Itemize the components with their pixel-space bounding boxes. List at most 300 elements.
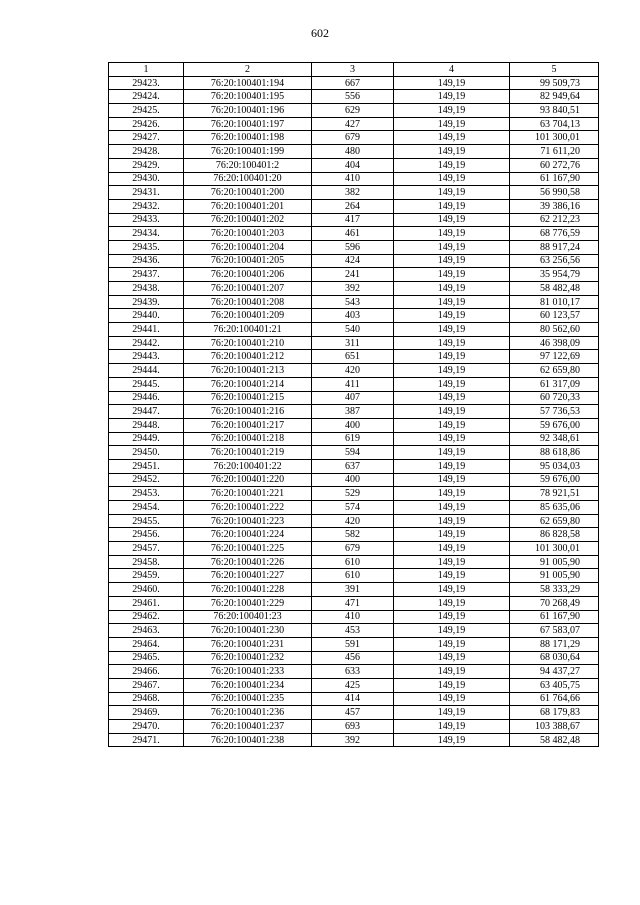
row-number-cell: 29432.: [109, 199, 184, 213]
value-cell: 70 268,49: [510, 596, 599, 610]
row-number-cell: 29449.: [109, 432, 184, 446]
row-number-cell: 29453.: [109, 487, 184, 501]
cadastral-number-cell: 76:20:100401:232: [184, 651, 312, 665]
value-cell: 61 764,66: [510, 692, 599, 706]
rate-cell: 149,19: [394, 172, 510, 186]
table-row: [109, 199, 599, 213]
cadastral-number-cell: 76:20:100401:223: [184, 514, 312, 528]
value-cell: 101 300,01: [510, 542, 599, 556]
row-number-cell: 29459.: [109, 569, 184, 583]
table-row: [109, 377, 599, 391]
cadastral-number-cell: 76:20:100401:203: [184, 227, 312, 241]
cadastral-number-cell: 76:20:100401:222: [184, 501, 312, 515]
table-row: [109, 227, 599, 241]
table-header-row: [109, 63, 599, 77]
area-cell: 392: [312, 282, 394, 296]
row-number-cell: 29430.: [109, 172, 184, 186]
table-row: [109, 145, 599, 159]
table-row: [109, 501, 599, 515]
area-cell: 637: [312, 459, 394, 473]
cadastral-number-cell: 76:20:100401:201: [184, 199, 312, 213]
value-cell: 58 333,29: [510, 583, 599, 597]
cadastral-number-cell: 76:20:100401:208: [184, 295, 312, 309]
row-number-cell: 29471.: [109, 733, 184, 747]
rate-cell: 149,19: [394, 268, 510, 282]
value-cell: 68 030,64: [510, 651, 599, 665]
cadastral-number-cell: 76:20:100401:204: [184, 240, 312, 254]
row-number-cell: 29425.: [109, 104, 184, 118]
table-row: [109, 651, 599, 665]
table-row: [109, 323, 599, 337]
row-number-cell: 29454.: [109, 501, 184, 515]
row-number-cell: 29423.: [109, 76, 184, 90]
rate-cell: 149,19: [394, 240, 510, 254]
rate-cell: 149,19: [394, 391, 510, 405]
cadastral-number-cell: 76:20:100401:206: [184, 268, 312, 282]
table-row: [109, 268, 599, 282]
rate-cell: 149,19: [394, 104, 510, 118]
value-cell: 58 482,48: [510, 282, 599, 296]
area-cell: 461: [312, 227, 394, 241]
area-cell: 424: [312, 254, 394, 268]
value-cell: 88 171,29: [510, 637, 599, 651]
row-number-cell: 29434.: [109, 227, 184, 241]
value-cell: 99 509,73: [510, 76, 599, 90]
cadastral-number-cell: 76:20:100401:2: [184, 158, 312, 172]
row-number-cell: 29435.: [109, 240, 184, 254]
row-number-cell: 29443.: [109, 350, 184, 364]
row-number-cell: 29447.: [109, 405, 184, 419]
area-cell: 471: [312, 596, 394, 610]
row-number-cell: 29460.: [109, 583, 184, 597]
rate-cell: 149,19: [394, 90, 510, 104]
rate-cell: 149,19: [394, 678, 510, 692]
value-cell: 68 776,59: [510, 227, 599, 241]
rate-cell: 149,19: [394, 364, 510, 378]
table-row: [109, 309, 599, 323]
rate-cell: 149,19: [394, 227, 510, 241]
value-cell: 56 990,58: [510, 186, 599, 200]
cadastral-number-cell: 76:20:100401:205: [184, 254, 312, 268]
value-cell: 95 034,03: [510, 459, 599, 473]
row-number-cell: 29428.: [109, 145, 184, 159]
row-number-cell: 29462.: [109, 610, 184, 624]
value-cell: 58 482,48: [510, 733, 599, 747]
cadastral-number-cell: 76:20:100401:215: [184, 391, 312, 405]
table-row: [109, 583, 599, 597]
row-number-cell: 29468.: [109, 692, 184, 706]
value-cell: 57 736,53: [510, 405, 599, 419]
area-cell: 453: [312, 624, 394, 638]
rate-cell: 149,19: [394, 158, 510, 172]
cadastral-number-cell: 76:20:100401:235: [184, 692, 312, 706]
cadastral-number-cell: 76:20:100401:194: [184, 76, 312, 90]
row-number-cell: 29450.: [109, 446, 184, 460]
cadastral-number-cell: 76:20:100401:218: [184, 432, 312, 446]
table-row: [109, 610, 599, 624]
rate-cell: 149,19: [394, 131, 510, 145]
table-row: [109, 555, 599, 569]
area-cell: 591: [312, 637, 394, 651]
value-cell: 97 122,69: [510, 350, 599, 364]
value-cell: 91 005,90: [510, 569, 599, 583]
table-row: [109, 76, 599, 90]
cadastral-number-cell: 76:20:100401:221: [184, 487, 312, 501]
value-cell: 81 010,17: [510, 295, 599, 309]
row-number-cell: 29467.: [109, 678, 184, 692]
row-number-cell: 29444.: [109, 364, 184, 378]
cadastral-number-cell: 76:20:100401:202: [184, 213, 312, 227]
table-row: [109, 350, 599, 364]
row-number-cell: 29456.: [109, 528, 184, 542]
rate-cell: 149,19: [394, 692, 510, 706]
value-cell: 71 611,20: [510, 145, 599, 159]
area-cell: 596: [312, 240, 394, 254]
cadastral-number-cell: 76:20:100401:199: [184, 145, 312, 159]
table-row: [109, 432, 599, 446]
area-cell: 543: [312, 295, 394, 309]
rate-cell: 149,19: [394, 542, 510, 556]
table-row: [109, 692, 599, 706]
cadastral-number-cell: 76:20:100401:217: [184, 418, 312, 432]
row-number-cell: 29426.: [109, 117, 184, 131]
table-row: [109, 624, 599, 638]
value-cell: 67 583,07: [510, 624, 599, 638]
cadastral-number-cell: 76:20:100401:234: [184, 678, 312, 692]
cadastral-number-cell: 76:20:100401:21: [184, 323, 312, 337]
area-cell: 387: [312, 405, 394, 419]
area-cell: 410: [312, 610, 394, 624]
row-number-cell: 29457.: [109, 542, 184, 556]
area-cell: 425: [312, 678, 394, 692]
table-row: [109, 186, 599, 200]
value-cell: 60 720,33: [510, 391, 599, 405]
table-row: [109, 733, 599, 747]
area-cell: 392: [312, 733, 394, 747]
row-number-cell: 29466.: [109, 665, 184, 679]
area-cell: 411: [312, 377, 394, 391]
table-row: [109, 254, 599, 268]
cadastral-number-cell: 76:20:100401:237: [184, 720, 312, 734]
row-number-cell: 29442.: [109, 336, 184, 350]
value-cell: 63 405,75: [510, 678, 599, 692]
rate-cell: 149,19: [394, 706, 510, 720]
value-cell: 85 635,06: [510, 501, 599, 515]
area-cell: 629: [312, 104, 394, 118]
column-header-1: 1: [109, 63, 184, 77]
area-cell: 391: [312, 583, 394, 597]
area-cell: 633: [312, 665, 394, 679]
row-number-cell: 29431.: [109, 186, 184, 200]
row-number-cell: 29463.: [109, 624, 184, 638]
rate-cell: 149,19: [394, 528, 510, 542]
table-row: [109, 418, 599, 432]
area-cell: 480: [312, 145, 394, 159]
rate-cell: 149,19: [394, 418, 510, 432]
area-cell: 420: [312, 514, 394, 528]
value-cell: 101 300,01: [510, 131, 599, 145]
value-cell: 94 437,27: [510, 665, 599, 679]
column-header-5: 5: [510, 63, 599, 77]
rate-cell: 149,19: [394, 555, 510, 569]
row-number-cell: 29445.: [109, 377, 184, 391]
area-cell: 410: [312, 172, 394, 186]
value-cell: 46 398,09: [510, 336, 599, 350]
area-cell: 594: [312, 446, 394, 460]
rate-cell: 149,19: [394, 473, 510, 487]
page-number: 602: [311, 26, 329, 40]
area-cell: 427: [312, 117, 394, 131]
area-cell: 457: [312, 706, 394, 720]
cadastral-number-cell: 76:20:100401:233: [184, 665, 312, 679]
row-number-cell: 29451.: [109, 459, 184, 473]
cadastral-number-cell: 76:20:100401:210: [184, 336, 312, 350]
rate-cell: 149,19: [394, 651, 510, 665]
area-cell: 610: [312, 569, 394, 583]
cadastral-number-cell: 76:20:100401:216: [184, 405, 312, 419]
table-row: [109, 131, 599, 145]
rate-cell: 149,19: [394, 295, 510, 309]
row-number-cell: 29439.: [109, 295, 184, 309]
table-row: [109, 487, 599, 501]
row-number-cell: 29464.: [109, 637, 184, 651]
table-row: [109, 473, 599, 487]
cadastral-number-cell: 76:20:100401:198: [184, 131, 312, 145]
value-cell: 60 272,76: [510, 158, 599, 172]
cadastral-number-cell: 76:20:100401:209: [184, 309, 312, 323]
cadastral-number-cell: 76:20:100401:207: [184, 282, 312, 296]
row-number-cell: 29469.: [109, 706, 184, 720]
rate-cell: 149,19: [394, 637, 510, 651]
value-cell: 60 123,57: [510, 309, 599, 323]
cadastral-number-cell: 76:20:100401:213: [184, 364, 312, 378]
area-cell: 540: [312, 323, 394, 337]
table-row: [109, 678, 599, 692]
area-cell: 420: [312, 364, 394, 378]
row-number-cell: 29440.: [109, 309, 184, 323]
table-row: [109, 706, 599, 720]
rate-cell: 149,19: [394, 309, 510, 323]
area-cell: 582: [312, 528, 394, 542]
rate-cell: 149,19: [394, 624, 510, 638]
row-number-cell: 29470.: [109, 720, 184, 734]
area-cell: 414: [312, 692, 394, 706]
row-number-cell: 29429.: [109, 158, 184, 172]
row-number-cell: 29441.: [109, 323, 184, 337]
value-cell: 61 317,09: [510, 377, 599, 391]
value-cell: 103 388,67: [510, 720, 599, 734]
table-row: [109, 637, 599, 651]
table-row: [109, 117, 599, 131]
cadastral-number-cell: 76:20:100401:229: [184, 596, 312, 610]
cadastral-number-cell: 76:20:100401:195: [184, 90, 312, 104]
row-number-cell: 29424.: [109, 90, 184, 104]
area-cell: 610: [312, 555, 394, 569]
cadastral-number-cell: 76:20:100401:200: [184, 186, 312, 200]
rate-cell: 149,19: [394, 501, 510, 515]
value-cell: 86 828,58: [510, 528, 599, 542]
table-row: [109, 405, 599, 419]
cadastral-number-cell: 76:20:100401:236: [184, 706, 312, 720]
table-row: [109, 104, 599, 118]
cadastral-number-cell: 76:20:100401:225: [184, 542, 312, 556]
cadastral-number-cell: 76:20:100401:197: [184, 117, 312, 131]
table-row: [109, 665, 599, 679]
rate-cell: 149,19: [394, 76, 510, 90]
value-cell: 61 167,90: [510, 610, 599, 624]
row-number-cell: 29452.: [109, 473, 184, 487]
rate-cell: 149,19: [394, 720, 510, 734]
cadastral-number-cell: 76:20:100401:20: [184, 172, 312, 186]
value-cell: 62 659,80: [510, 364, 599, 378]
cadastral-number-cell: 76:20:100401:238: [184, 733, 312, 747]
table-row: [109, 213, 599, 227]
table-row: [109, 542, 599, 556]
rate-cell: 149,19: [394, 213, 510, 227]
cadastral-number-cell: 76:20:100401:231: [184, 637, 312, 651]
rate-cell: 149,19: [394, 610, 510, 624]
row-number-cell: 29433.: [109, 213, 184, 227]
cadastral-number-cell: 76:20:100401:220: [184, 473, 312, 487]
area-cell: 556: [312, 90, 394, 104]
area-cell: 651: [312, 350, 394, 364]
rate-cell: 149,19: [394, 350, 510, 364]
row-number-cell: 29448.: [109, 418, 184, 432]
column-header-3: 3: [312, 63, 394, 77]
rate-cell: 149,19: [394, 596, 510, 610]
value-cell: 63 704,13: [510, 117, 599, 131]
table-row: [109, 336, 599, 350]
cadastral-number-cell: 76:20:100401:219: [184, 446, 312, 460]
rate-cell: 149,19: [394, 432, 510, 446]
table-row: [109, 364, 599, 378]
row-number-cell: 29427.: [109, 131, 184, 145]
area-cell: 679: [312, 131, 394, 145]
registry-table: [108, 62, 599, 747]
value-cell: 88 618,86: [510, 446, 599, 460]
rate-cell: 149,19: [394, 199, 510, 213]
value-cell: 93 840,51: [510, 104, 599, 118]
table-row: [109, 295, 599, 309]
value-cell: 59 676,00: [510, 473, 599, 487]
area-cell: 264: [312, 199, 394, 213]
rate-cell: 149,19: [394, 323, 510, 337]
value-cell: 68 179,83: [510, 706, 599, 720]
table-row: [109, 172, 599, 186]
table-row: [109, 459, 599, 473]
area-cell: 619: [312, 432, 394, 446]
area-cell: 311: [312, 336, 394, 350]
area-cell: 382: [312, 186, 394, 200]
table-row: [109, 240, 599, 254]
table-row: [109, 90, 599, 104]
cadastral-number-cell: 76:20:100401:230: [184, 624, 312, 638]
table-row: [109, 596, 599, 610]
value-cell: 62 659,80: [510, 514, 599, 528]
value-cell: 78 921,51: [510, 487, 599, 501]
row-number-cell: 29438.: [109, 282, 184, 296]
rate-cell: 149,19: [394, 487, 510, 501]
cadastral-number-cell: 76:20:100401:214: [184, 377, 312, 391]
rate-cell: 149,19: [394, 583, 510, 597]
table-row: [109, 446, 599, 460]
rate-cell: 149,19: [394, 569, 510, 583]
cadastral-number-cell: 76:20:100401:227: [184, 569, 312, 583]
value-cell: 62 212,23: [510, 213, 599, 227]
value-cell: 35 954,79: [510, 268, 599, 282]
table-row: [109, 720, 599, 734]
value-cell: 39 386,16: [510, 199, 599, 213]
rate-cell: 149,19: [394, 733, 510, 747]
row-number-cell: 29437.: [109, 268, 184, 282]
table-row: [109, 569, 599, 583]
value-cell: 63 256,56: [510, 254, 599, 268]
table-row: [109, 282, 599, 296]
row-number-cell: 29436.: [109, 254, 184, 268]
rate-cell: 149,19: [394, 186, 510, 200]
rate-cell: 149,19: [394, 665, 510, 679]
rate-cell: 149,19: [394, 514, 510, 528]
rate-cell: 149,19: [394, 405, 510, 419]
cadastral-number-cell: 76:20:100401:212: [184, 350, 312, 364]
area-cell: 456: [312, 651, 394, 665]
value-cell: 82 949,64: [510, 90, 599, 104]
area-cell: 417: [312, 213, 394, 227]
cadastral-number-cell: 76:20:100401:228: [184, 583, 312, 597]
area-cell: 693: [312, 720, 394, 734]
table-row: [109, 391, 599, 405]
area-cell: 407: [312, 391, 394, 405]
area-cell: 241: [312, 268, 394, 282]
value-cell: 88 917,24: [510, 240, 599, 254]
cadastral-number-cell: 76:20:100401:224: [184, 528, 312, 542]
table-row: [109, 528, 599, 542]
table-row: [109, 158, 599, 172]
value-cell: 92 348,61: [510, 432, 599, 446]
value-cell: 61 167,90: [510, 172, 599, 186]
column-header-4: 4: [394, 63, 510, 77]
rate-cell: 149,19: [394, 117, 510, 131]
area-cell: 667: [312, 76, 394, 90]
row-number-cell: 29446.: [109, 391, 184, 405]
table-row: [109, 514, 599, 528]
area-cell: 574: [312, 501, 394, 515]
row-number-cell: 29458.: [109, 555, 184, 569]
rate-cell: 149,19: [394, 282, 510, 296]
area-cell: 400: [312, 418, 394, 432]
rate-cell: 149,19: [394, 446, 510, 460]
row-number-cell: 29465.: [109, 651, 184, 665]
area-cell: 404: [312, 158, 394, 172]
row-number-cell: 29461.: [109, 596, 184, 610]
cadastral-number-cell: 76:20:100401:226: [184, 555, 312, 569]
row-number-cell: 29455.: [109, 514, 184, 528]
rate-cell: 149,19: [394, 145, 510, 159]
value-cell: 91 005,90: [510, 555, 599, 569]
area-cell: 529: [312, 487, 394, 501]
area-cell: 400: [312, 473, 394, 487]
area-cell: 679: [312, 542, 394, 556]
cadastral-number-cell: 76:20:100401:23: [184, 610, 312, 624]
rate-cell: 149,19: [394, 254, 510, 268]
value-cell: 59 676,00: [510, 418, 599, 432]
rate-cell: 149,19: [394, 459, 510, 473]
rate-cell: 149,19: [394, 336, 510, 350]
cadastral-number-cell: 76:20:100401:196: [184, 104, 312, 118]
column-header-2: 2: [184, 63, 312, 77]
area-cell: 403: [312, 309, 394, 323]
rate-cell: 149,19: [394, 377, 510, 391]
